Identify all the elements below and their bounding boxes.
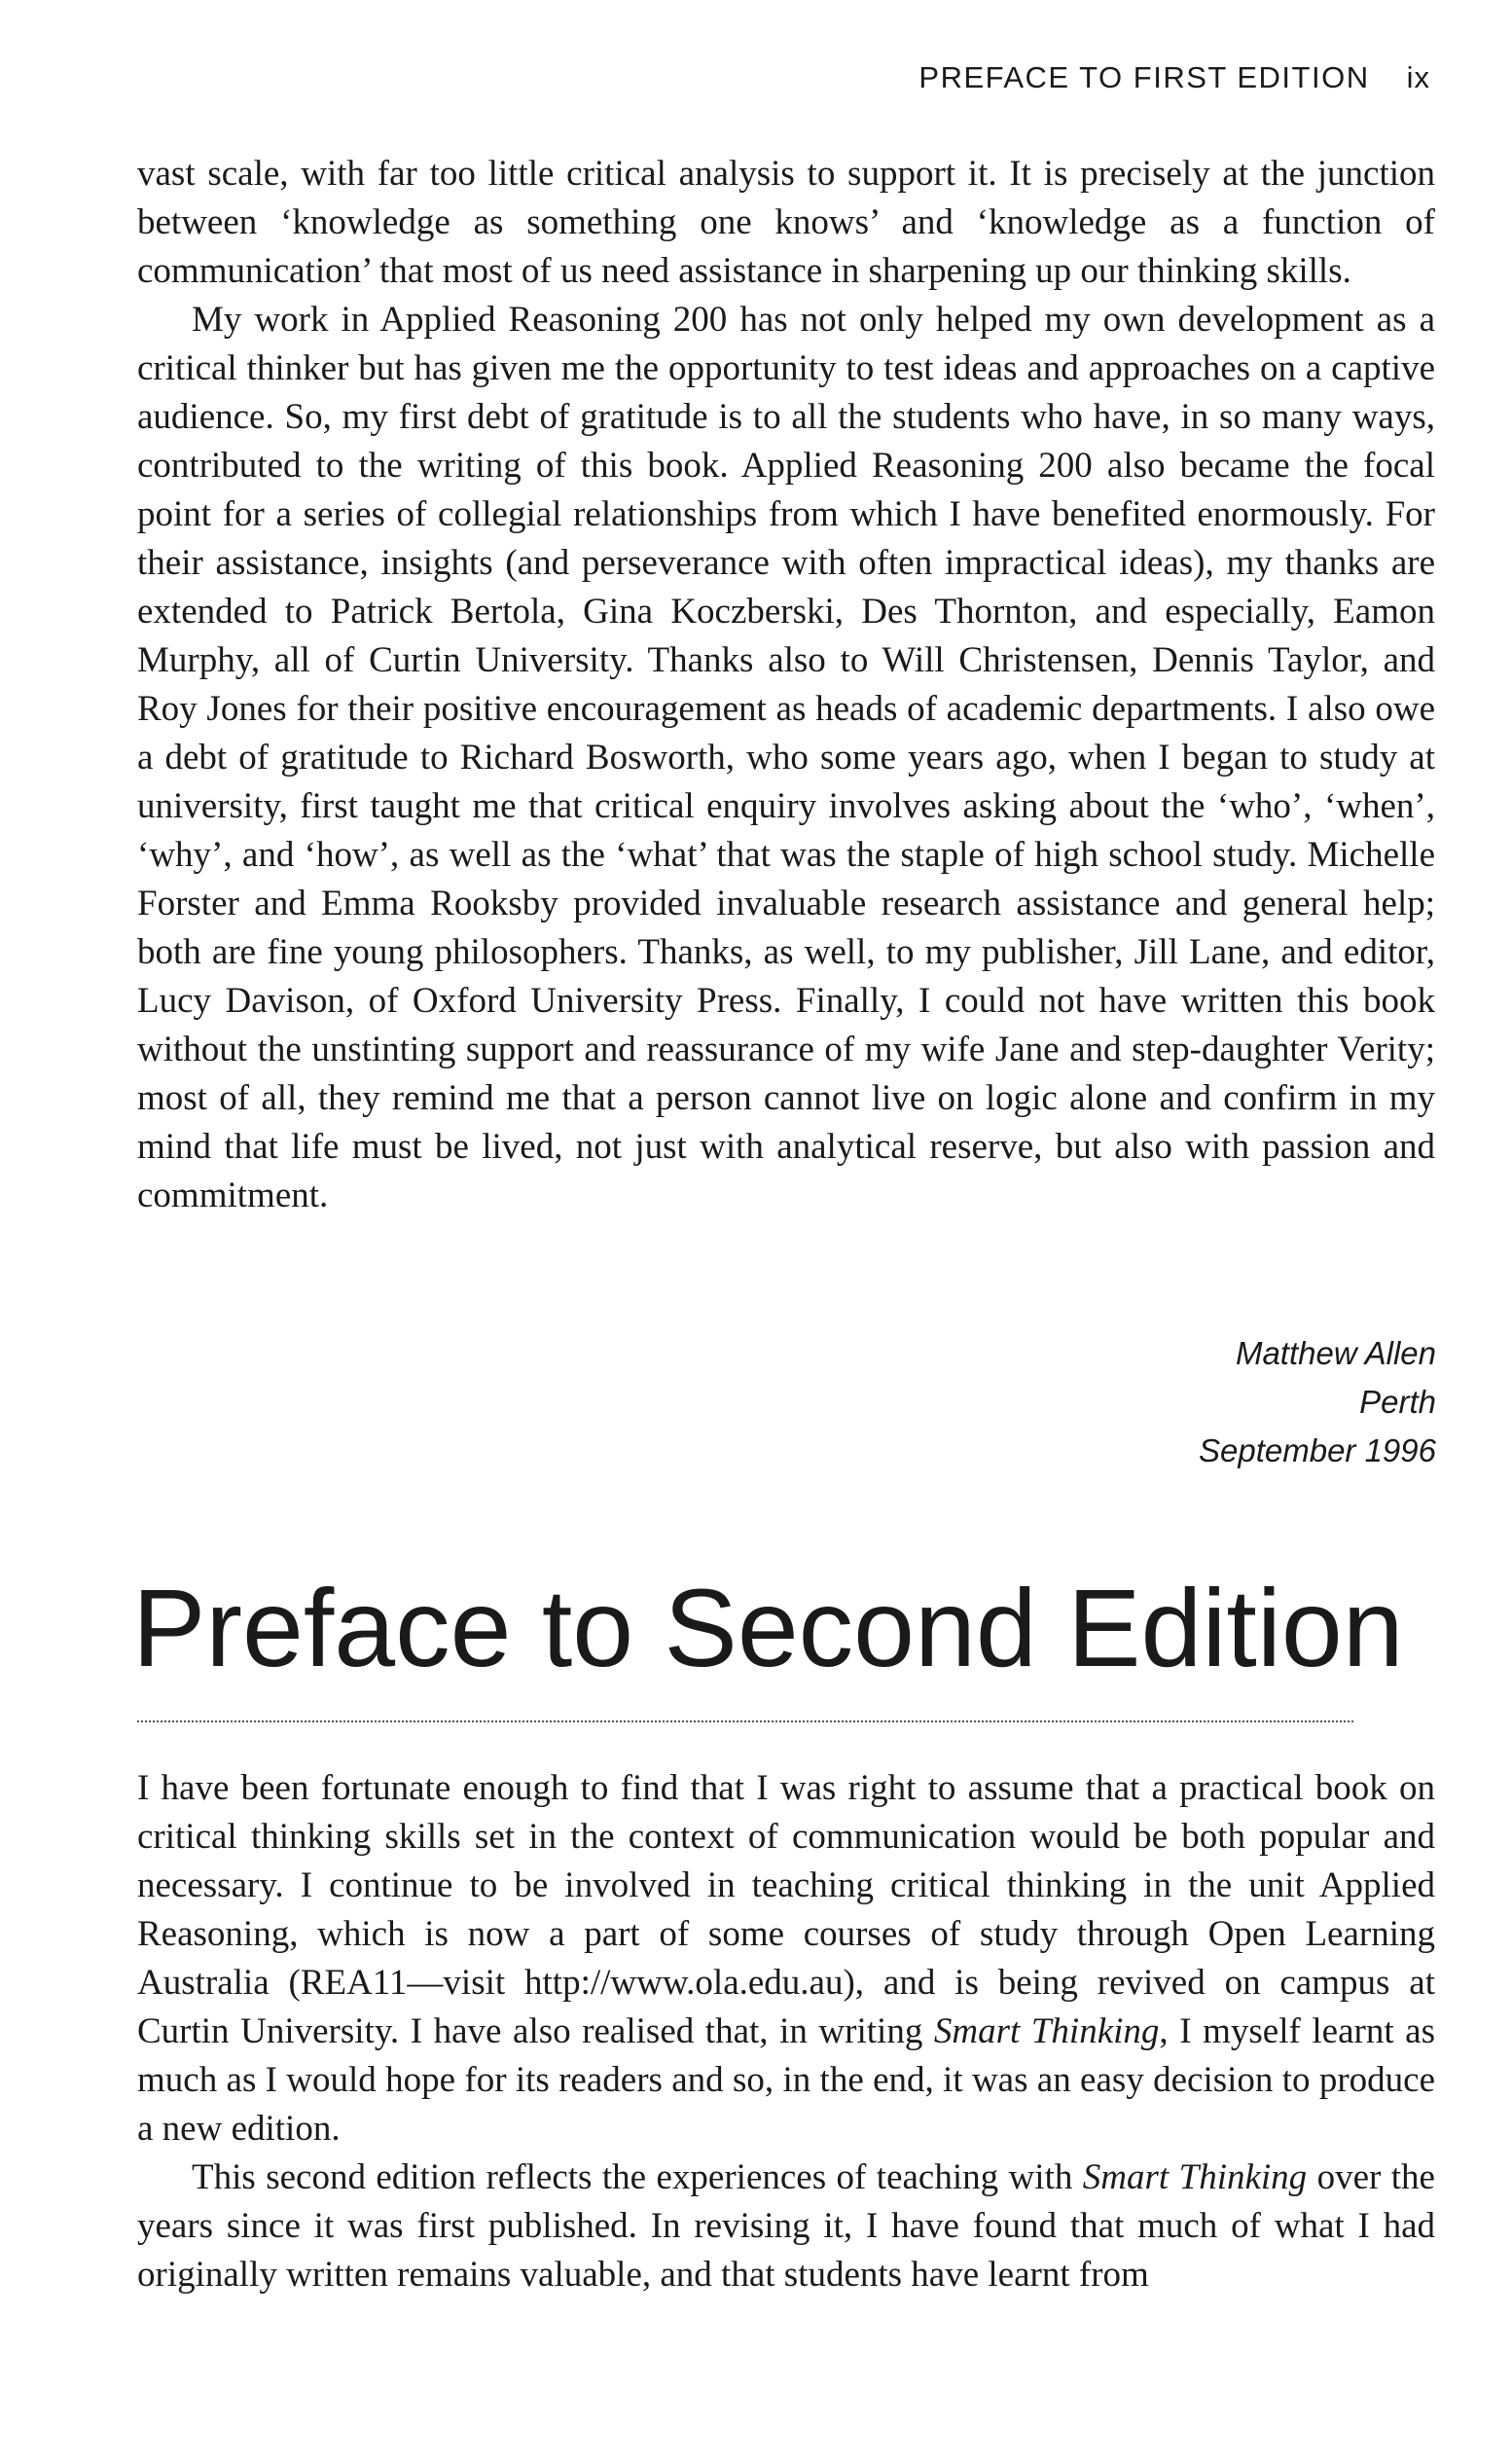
signature-block: [1199, 1329, 1436, 1475]
p2-text-end: over the years since it was first published. In revising it, I have found that much of what I had originally written remains valuable, and that students have learnt from: [137, 2157, 1435, 2295]
running-head: [918, 60, 1430, 95]
p1-book-title: Smart Thinking: [933, 2011, 1160, 2051]
p1-text-end: , I myself learnt as much as I would hope for its readers and so, in the end, it was an easy decision to produce a new edition.: [137, 2011, 1435, 2149]
title-dotted-rule: [137, 1720, 1353, 1722]
running-head-title: PREFACE TO FIRST EDITION: [918, 60, 1370, 94]
first-preface-body: [137, 150, 1435, 1220]
first-preface-paragraph-1: vast scale, with far too little critical analysis to support it. It is precisely at the junction between ‘knowledge as something one knows’ and ‘knowledge as a function of communication’ that most of us need assistance in sharpening up our thinking skills.: [137, 154, 1435, 291]
p2-text-start: This second edition reflects the experiences of teaching with: [192, 2157, 1083, 2197]
chapter-title: Preface to Second Edition: [132, 1567, 1404, 1689]
signature-name: Matthew Allen: [1235, 1335, 1436, 1371]
signature-place: Perth: [1359, 1384, 1436, 1420]
second-preface-paragraph-1: [137, 1764, 1435, 2153]
second-preface-body: [137, 1764, 1435, 2299]
page-number: ix: [1406, 60, 1430, 94]
p2-book-title: Smart Thinking: [1082, 2157, 1308, 2197]
signature-date: September 1996: [1198, 1432, 1436, 1468]
p1-text-start: I have been fortunate enough to find that I was right to assume that a practical book on critical thinking skills set in the context of communication would be both popular and necessary. I continue to be involved in teaching critical thinking in the unit Applied Reasoning, which is now a part of some courses of study through Open Learning Australia (REA11—visit http://www.ola.edu.au), and is being revived on campus at Curtin University. I have also realised that, in writing: [137, 1768, 1435, 2051]
first-preface-paragraph-2: My work in Applied Reasoning 200 has not only helped my own development as a critical thinker but has given me the opportunity to test ideas and approaches on a captive audience. So, my first debt of gratitude is to all the students who have, in so many ways, contributed to the writing of this book. Applied Reasoning 200 also became the focal point for a series of collegial relationships from which I have benefited enormously. For their assistance, insights (and perseverance with often impractical ideas), my thanks are extended to Patrick Bertola, Gina Koczberski, Des Thornton, and especially, Eamon Murphy, all of Curtin University. Thanks also to Will Christensen, Dennis Taylor, and Roy Jones for their positive encouragement as heads of academic departments. I also owe a debt of gratitude to Richard Bosworth, who some years ago, when I began to study at university, first taught me that critical enquiry involves asking about the ‘who’, ‘when’, ‘why’, and ‘how’, as well as the ‘what’ that was the staple of high school study. Michelle Forster and Emma Rooksby provided invaluable research assistance and general help; both are fine young philosophers. Thanks, as well, to my publisher, Jill Lane, and editor, Lucy Davison, of Oxford University Press. Finally, I could not have written this book without the unstinting support and reassurance of my wife Jane and step-daughter Verity; most of all, they remind me that a person cannot live on logic alone and confirm in my mind that life must be lived, not just with analytical reserve, but also with passion and commitment.: [137, 300, 1435, 1215]
second-preface-paragraph-2: [137, 2153, 1435, 2299]
